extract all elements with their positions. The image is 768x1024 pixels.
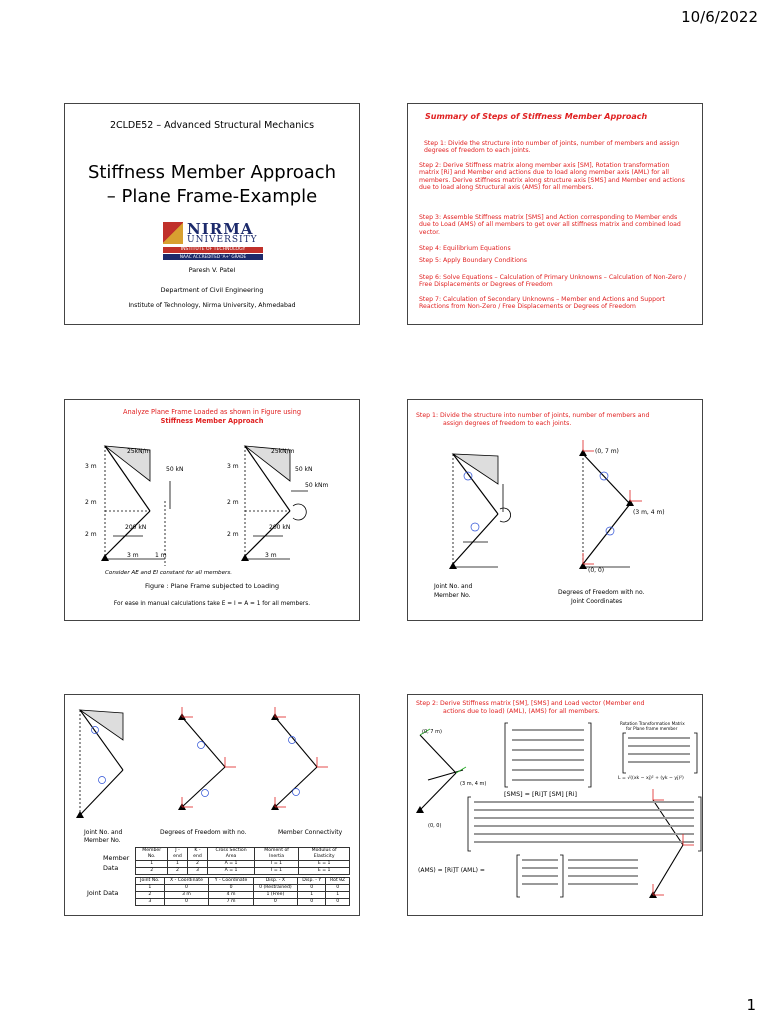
course-name: 2CLDE52 – Advanced Structural Mechanics — [109, 120, 315, 131]
slide-summary — [407, 103, 703, 325]
table-row — [136, 868, 350, 875]
length-equation: L = √((xk − xj)² + (yk − yj)²) — [618, 776, 684, 781]
table-cell: 1 — [298, 892, 326, 899]
dim-3m-right-bottom: 3 m — [265, 552, 277, 559]
caption-dof-right-1: Degrees of Freedom with no. — [558, 589, 645, 596]
institute: Institute of Technology, Nirma University, Ahmedabad — [128, 302, 296, 309]
slide-step1 — [407, 399, 703, 621]
sms-equation: [SMS] = [Ri]T [SM] [Ri] — [504, 790, 577, 798]
member-header-j: J - end — [168, 848, 187, 861]
author-name: Paresh V. Patel — [188, 266, 236, 274]
table-cell: 4 m — [209, 892, 253, 899]
joint-header-dispx: Disp. - X — [253, 878, 297, 885]
joint-header-no: Joint No. — [136, 878, 165, 885]
joint-table-header — [136, 878, 350, 885]
joint-data-table — [135, 877, 350, 906]
logo-emblem — [163, 222, 183, 244]
table-row — [136, 892, 350, 899]
problem-title-line1: Analyze Plane Frame Loaded as shown in Figure using — [122, 408, 302, 416]
logo-name: NIRMA — [187, 220, 254, 238]
step-5: Step 5: Apply Boundary Conditions — [419, 257, 527, 264]
table-cell: 0 — [164, 899, 209, 906]
step2-title-line2: actions due to load) (AML), (AMS) for all members. — [443, 708, 600, 715]
caption-connectivity: Member Connectivity — [278, 829, 343, 836]
step-1: Step 1: Divide the structure into number of joints, number of members and assign degrees of freedom to each joints. — [424, 140, 680, 155]
coord-b: (3 m, 4 m) — [460, 781, 487, 787]
table-cell: 0 — [326, 885, 350, 892]
dim-2m-left-b: 2 m — [85, 531, 97, 538]
joint-header-x: X - Coordinate — [164, 878, 209, 885]
table-cell: 3 m — [164, 892, 209, 899]
slide-problem — [64, 399, 360, 621]
table-cell: 1 — [326, 892, 350, 899]
table-cell: 0 — [326, 899, 350, 906]
step1-title-line2: assign degrees of freedom to each joints. — [443, 420, 572, 427]
table-cell: 2 — [136, 892, 165, 899]
frame-figure-loading — [65, 426, 359, 576]
slide-heading-line1: Stiffness Member Approach — [87, 162, 337, 183]
caption-dof-right-2: Joint Coordinates — [571, 598, 623, 605]
ease-note: For ease in manual calculations take E = I = A = 1 for all members. — [113, 601, 311, 607]
table-cell: 1 — [168, 861, 187, 868]
coord-joint-c: (0, 7 m) — [595, 448, 619, 455]
figure-caption: Figure : Plane Frame subjected to Loading — [144, 582, 280, 590]
page-date: 10/6/2022 — [681, 8, 758, 26]
coord-joint-b: (3 m, 4 m) — [633, 509, 665, 516]
member-header-no: Member No. — [136, 848, 168, 861]
coord-a: (0, 0) — [428, 823, 442, 829]
table-row — [136, 885, 350, 892]
table-cell: 3 — [136, 899, 165, 906]
table-cell: 2 — [187, 861, 208, 868]
moment-50knm-right: 50 kNm — [305, 482, 329, 489]
table-cell: 0 (Restrained) — [253, 885, 297, 892]
dim-3m-left: 3 m — [85, 463, 97, 470]
member-data-label: Member Data — [103, 854, 130, 872]
table-cell: 0 — [298, 899, 326, 906]
joint-header-rot: Rot θZ — [326, 878, 350, 885]
dim-3m-left-bottom: 3 m — [127, 552, 139, 559]
member-header-k: K - end — [187, 848, 208, 861]
table-cell: A = 1 — [208, 861, 254, 868]
dim-1m-left: 1 m — [155, 552, 167, 559]
table-cell: 7 m — [209, 899, 253, 906]
page-number: 1 — [746, 996, 756, 1014]
joint-header-dispy: Disp. - Y — [298, 878, 326, 885]
caption-joint-left-2: Member No. — [434, 592, 471, 599]
step1-title-line1: Step 1: Divide the structure into number of joints, number of members and — [416, 412, 650, 419]
load-50kn-left: 50 kN — [166, 466, 184, 473]
table-cell: 2 — [136, 868, 168, 875]
slide-title — [64, 103, 360, 325]
department: Department of Civil Engineering — [160, 286, 264, 294]
load-udl-left: 25kN/m — [127, 448, 151, 455]
table-cell: 1 — [136, 885, 165, 892]
ams-equation: (AMS) = [Ri]T (AML) = — [418, 867, 485, 874]
step-6: Step 6: Solve Equations – Calculation of Primary Unknowns – Calculation of Non-Zero / Free Displacements or Degrees of Freedom — [419, 274, 687, 289]
caption-joint-2: Member No. — [84, 837, 121, 844]
dim-2m-right-b: 2 m — [227, 531, 239, 538]
table-row — [136, 861, 350, 868]
table-cell: A = 1 — [208, 868, 254, 875]
rotation-title-2: for Plane frame member — [626, 726, 678, 731]
table-cell: 0 — [164, 885, 209, 892]
rotation-title-1: Rotation Transformation Matrix — [620, 721, 685, 726]
load-200kn-left: 200 kN — [125, 524, 147, 531]
problem-title-line2: Stiffness Member Approach — [160, 417, 264, 425]
member-header-inertia: Moment of Inertia — [254, 848, 299, 861]
step-2: Step 2: Derive Stiffness matrix along member axis [SM], Rotation transformation matrix [Ri] and Member end actions due to load along member axis (AML) for all members. Derive stiffness matrix along structure axis [SMS] and Member end actions due to load along Structural axis (AMS) for all members. — [419, 162, 685, 192]
table-cell: I = 1 — [254, 861, 299, 868]
slide-step2 — [407, 694, 703, 916]
load-udl-right: 25kN/m — [271, 448, 295, 455]
table-row — [136, 899, 350, 906]
joint-header-y: Y - Coordinate — [209, 878, 253, 885]
load-50kn-right: 50 kN — [295, 466, 313, 473]
table-cell: 0 — [253, 899, 297, 906]
table-cell: 1 — [136, 861, 168, 868]
table-cell: I = 1 — [254, 868, 299, 875]
dim-3m-right: 3 m — [227, 463, 239, 470]
load-200kn-right: 200 kN — [269, 524, 291, 531]
table-cell: 0 — [298, 885, 326, 892]
summary-title: Summary of Steps of Stiffness Member Approach — [425, 112, 648, 121]
dim-2m-right-a: 2 m — [227, 499, 239, 506]
logo-institute: INSTITUTE OF TECHNOLOGY — [163, 247, 263, 253]
member-header-area: Cross Section Area — [208, 848, 254, 861]
caption-dof: Degrees of Freedom with no. — [160, 829, 247, 836]
logo-university: UNIVERSITY — [187, 235, 258, 245]
table-cell: 2 — [168, 868, 187, 875]
table-cell: 3 — [187, 868, 208, 875]
slide-member-data — [64, 694, 360, 916]
member-header-elasticity: Modulus of Elasticity — [299, 848, 350, 861]
step-3: Step 3: Assemble Stiffness matrix [SMS] and Action corresponding to Member ends due to Load (AMS) of all members to get over all stiffness matrix and combined load vector. — [419, 214, 681, 236]
dim-2m-left-a: 2 m — [85, 499, 97, 506]
coord-joint-a: (0, 0) — [588, 567, 605, 574]
step2-title-line1: Step 2: Derive Stiffness matrix [SM], [SMS] and Load vector (Member end — [416, 700, 645, 707]
joint-data-label: Joint Data — [87, 889, 119, 897]
slide-heading-line2: – Plane Frame-Example — [106, 186, 318, 207]
table-cell: E = 1 — [299, 861, 350, 868]
member-table-header — [136, 848, 350, 861]
university-logo — [163, 220, 263, 260]
coord-c: (0, 7 m) — [422, 729, 442, 735]
table-cell: 0 — [209, 885, 253, 892]
member-data-table — [135, 847, 350, 875]
caption-joint-1: Joint No. and — [84, 829, 123, 836]
frame-figure-joints — [408, 434, 702, 584]
frame-figure-connectivity — [65, 695, 359, 825]
table-cell: E = 1 — [299, 868, 350, 875]
step-7: Step 7: Calculation of Secondary Unknowns – Member end Actions and Support Reactions from Non-Zero / Free Displacements or Degrees of Freedom — [419, 296, 665, 311]
problem-note: Consider AE and EI constant for all members. — [105, 570, 233, 576]
caption-joint-left-1: Joint No. and — [434, 583, 473, 590]
step-4: Step 4: Equilibrium Equations — [419, 245, 511, 252]
stiffness-figure — [408, 715, 702, 915]
logo-naac: NAAC ACCREDITED 'A+' GRADE — [163, 254, 263, 260]
table-cell: 1 (Free) — [253, 892, 297, 899]
